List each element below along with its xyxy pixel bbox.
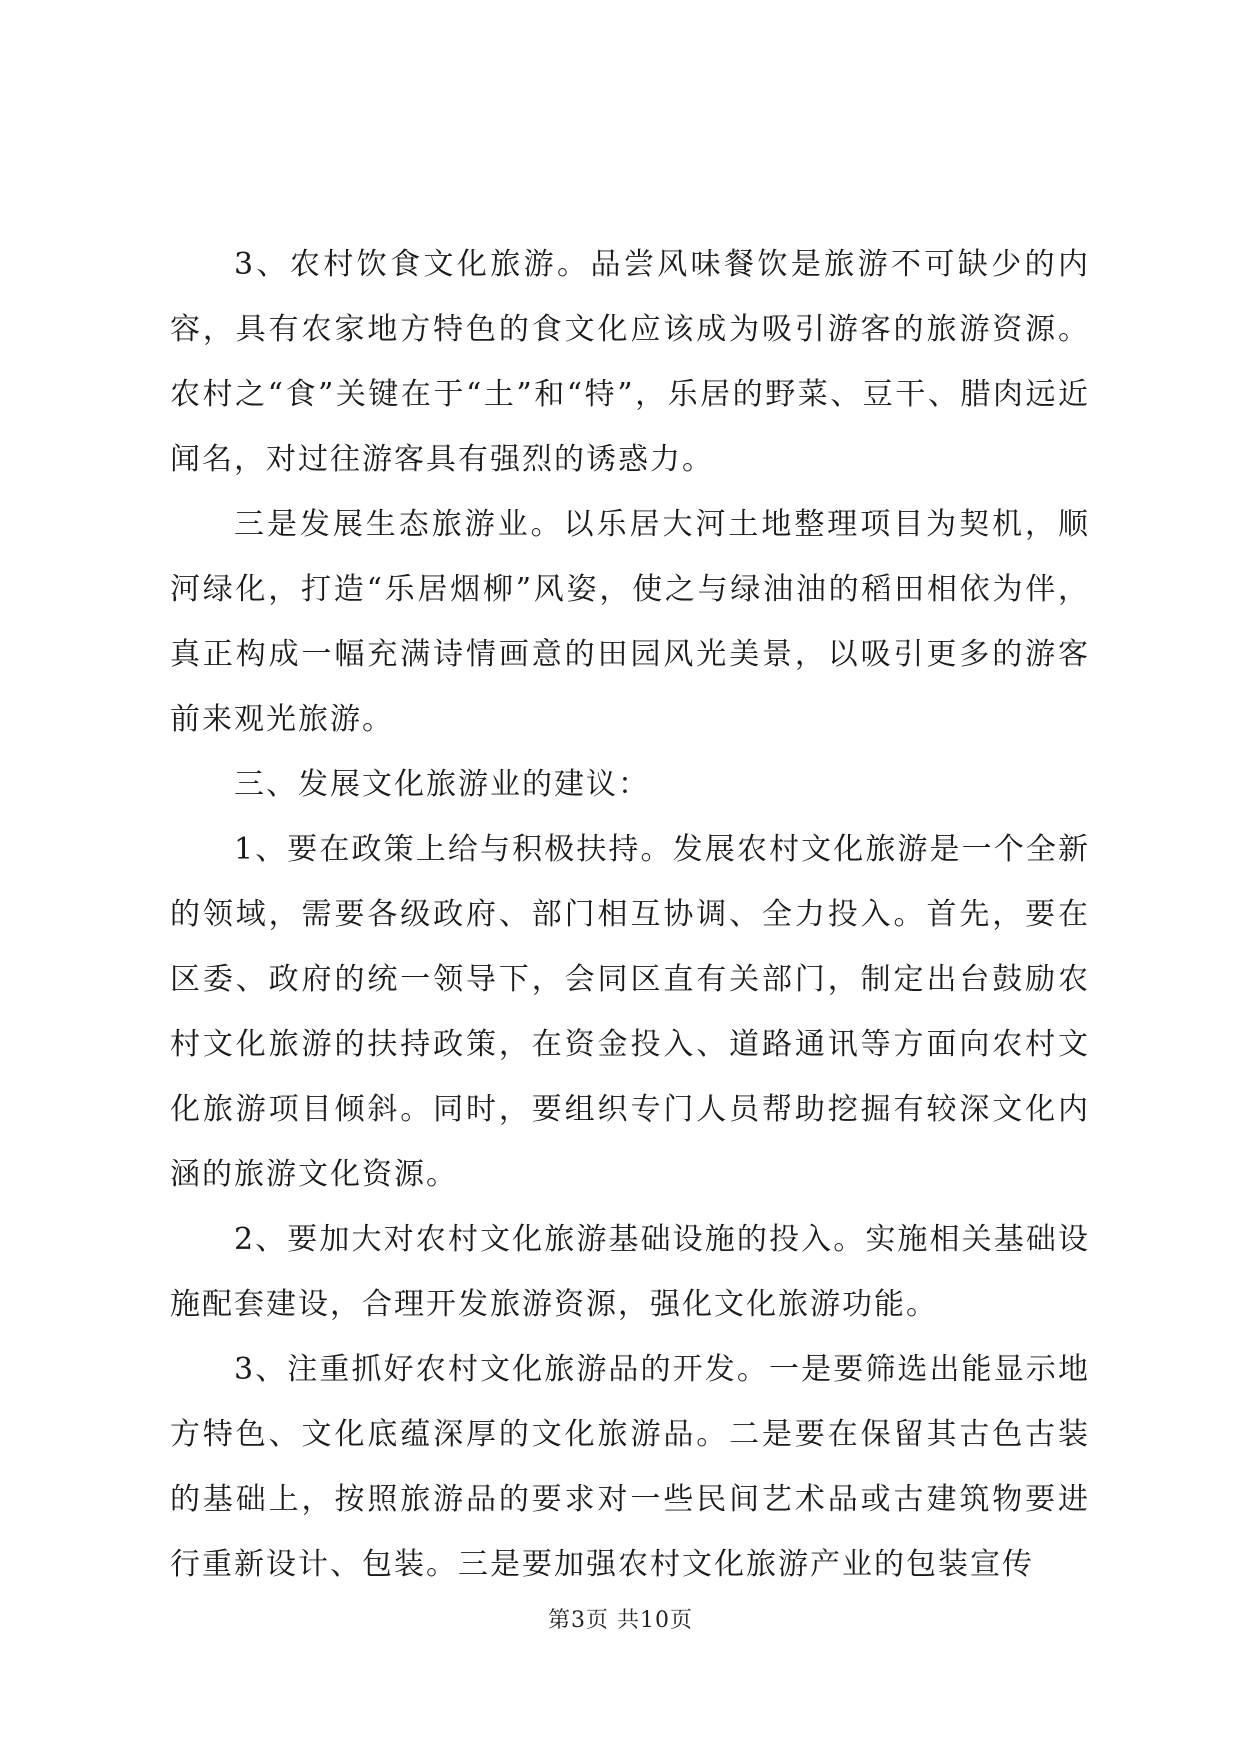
paragraph-diet-culture-tourism: 3、农村饮食文化旅游。品尝风味餐饮是旅游不可缺少的内容，具有农家地方特色的食文化应该成为吸引游客的旅游资源。农村之“食”关键在于“土”和“特”，乐居的野菜、豆干、腊肉远近闻名，对过往游客具有强烈的诱惑力。 (170, 247, 1090, 477)
paragraph-policy-support: 1、要在政策上给与积极扶持。发展农村文化旅游是一个全新的领域，需要各级政府、部门相互协调、全力投入。首先，要在区委、政府的统一领导下，会同区直有关部门，制定出台鼓励农村文化旅游的扶持政策，在资金投入、道路通讯等方面向农村文化旅游项目倾斜。同时，要组织专门人员帮助挖掘有较深文化内涵的旅游文化资源。 (170, 832, 1090, 1192)
paragraph-product-development: 3、注重抓好农村文化旅游品的开发。一是要筛选出能显示地方特色、文化底蕴深厚的文化旅游品。二是要在保留其古色古装的基础上，按照旅游品的要求对一些民间艺术品或古建筑物要进行重新设计、包装。三是要加强农村文化旅游产业的包装宣传 (170, 1352, 1090, 1582)
section-heading-suggestions: 三、发展文化旅游业的建议： (234, 767, 650, 802)
paragraph-infrastructure: 2、要加大对农村文化旅游基础设施的投入。实施相关基础设施配套建设，合理开发旅游资源，强化文化旅游功能。 (170, 1222, 1090, 1322)
paragraph-eco-tourism: 三是发展生态旅游业。以乐居大河土地整理项目为契机，顺河绿化，打造“乐居烟柳”风姿，使之与绿油油的稻田相依为伴，真正构成一幅充满诗情画意的田园风光美景，以吸引更多的游客前来观光旅游。 (170, 507, 1090, 737)
page-number-footer: 第3页 共10页 (548, 1608, 693, 1633)
document-body (170, 232, 1090, 1597)
